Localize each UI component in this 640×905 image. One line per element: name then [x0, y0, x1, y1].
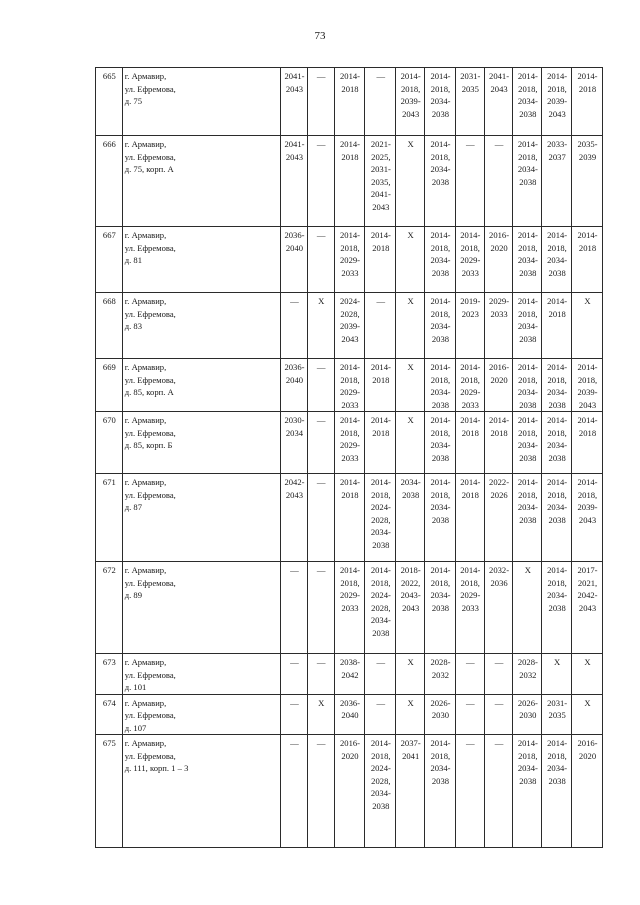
schedule-cell: Х	[396, 227, 425, 293]
schedule-cell: —	[307, 654, 334, 695]
schedule-cell: 2014- 2018	[334, 136, 365, 227]
row-number: 668	[96, 293, 123, 359]
schedule-cell: 2029- 2033	[484, 293, 513, 359]
schedule-cell: Х	[396, 694, 425, 735]
table-row	[96, 412, 603, 474]
schedule-cell: 2014- 2018	[455, 474, 484, 562]
address-cell: г. Армавир, ул. Ефремова, д. 89	[122, 562, 280, 654]
schedule-cell: —	[484, 136, 513, 227]
schedule-cell: —	[307, 136, 334, 227]
schedule-cell: —	[455, 136, 484, 227]
row-number: 665	[96, 68, 123, 136]
address-cell: г. Армавир, ул. Ефремова, д. 101	[122, 654, 280, 695]
schedule-cell: 2014- 2018	[334, 68, 365, 136]
schedule-cell: 2014- 2018, 2029- 2033	[334, 359, 365, 412]
schedule-cell: 2036- 2040	[334, 694, 365, 735]
table-row	[96, 136, 603, 227]
schedule-cell: 2014- 2018, 2024- 2028, 2034- 2038	[365, 562, 396, 654]
schedule-cell: 2036- 2040	[281, 359, 308, 412]
row-number: 670	[96, 412, 123, 474]
register-table	[95, 67, 603, 848]
schedule-cell: —	[307, 562, 334, 654]
schedule-cell: Х	[396, 412, 425, 474]
schedule-cell: 2014- 2018, 2034- 2038	[542, 474, 572, 562]
schedule-cell: 2014- 2018, 2029- 2033	[455, 227, 484, 293]
schedule-cell: 2014- 2018, 2034- 2038	[513, 359, 542, 412]
schedule-cell: 2041- 2043	[281, 68, 308, 136]
row-number: 666	[96, 136, 123, 227]
schedule-cell: 2014- 2018, 2034- 2038	[425, 293, 456, 359]
row-number: 672	[96, 562, 123, 654]
schedule-cell: Х	[572, 293, 603, 359]
schedule-cell: —	[365, 68, 396, 136]
schedule-cell: 2018- 2022, 2043- 2043	[396, 562, 425, 654]
schedule-cell: —	[307, 227, 334, 293]
schedule-cell: 2014- 2018, 2029- 2033	[334, 562, 365, 654]
table-row	[96, 68, 603, 136]
schedule-cell: 2041- 2043	[484, 68, 513, 136]
schedule-cell: 2014- 2018, 2039- 2043	[572, 474, 603, 562]
address-cell: г. Армавир, ул. Ефремова, д. 107	[122, 694, 280, 735]
schedule-cell: Х	[396, 359, 425, 412]
schedule-cell: 2014- 2018, 2034- 2038	[513, 474, 542, 562]
schedule-cell: Х	[542, 654, 572, 695]
schedule-cell: 2014- 2018, 2034- 2038	[425, 227, 456, 293]
address-cell: г. Армавир, ул. Ефремова, д. 83	[122, 293, 280, 359]
schedule-cell: 2019- 2023	[455, 293, 484, 359]
schedule-cell: 2028- 2032	[425, 654, 456, 695]
schedule-cell: 2014- 2018, 2034- 2038	[542, 359, 572, 412]
schedule-cell: 2030- 2034	[281, 412, 308, 474]
schedule-cell: 2014- 2018, 2034- 2038	[513, 227, 542, 293]
schedule-cell: 2016- 2020	[572, 735, 603, 848]
schedule-cell: 2036- 2040	[281, 227, 308, 293]
schedule-cell: 2014- 2018	[542, 293, 572, 359]
row-number: 671	[96, 474, 123, 562]
schedule-cell: Х	[572, 694, 603, 735]
schedule-cell: 2031- 2035	[542, 694, 572, 735]
schedule-cell: —	[484, 654, 513, 695]
schedule-cell: Х	[307, 293, 334, 359]
schedule-cell: —	[281, 654, 308, 695]
schedule-cell: 2014- 2018	[365, 359, 396, 412]
schedule-cell: 2014- 2018, 2034- 2038	[425, 562, 456, 654]
schedule-cell: 2022- 2026	[484, 474, 513, 562]
schedule-cell: 2014- 2018, 2029- 2033	[334, 227, 365, 293]
schedule-cell: 2014- 2018, 2039- 2043	[572, 359, 603, 412]
schedule-cell: 2014- 2018	[572, 227, 603, 293]
row-number: 673	[96, 654, 123, 695]
schedule-cell: 2014- 2018, 2024- 2028, 2034- 2038	[365, 474, 396, 562]
schedule-cell: 2014- 2018	[365, 412, 396, 474]
schedule-cell: 2028- 2032	[513, 654, 542, 695]
schedule-cell: 2014- 2018, 2034- 2038	[513, 412, 542, 474]
table-row	[96, 654, 603, 695]
schedule-cell: 2014- 2018, 2029- 2033	[455, 359, 484, 412]
schedule-cell: 2014- 2018, 2034- 2038	[513, 735, 542, 848]
schedule-cell: 2014- 2018, 2034- 2038	[542, 227, 572, 293]
schedule-cell: 2014- 2018, 2029- 2033	[334, 412, 365, 474]
schedule-cell: —	[365, 694, 396, 735]
schedule-cell: Х	[396, 293, 425, 359]
schedule-cell: —	[484, 694, 513, 735]
schedule-cell: 2014- 2018, 2034- 2038	[542, 735, 572, 848]
row-number: 667	[96, 227, 123, 293]
schedule-cell: 2016- 2020	[484, 227, 513, 293]
schedule-cell: 2024- 2028, 2039- 2043	[334, 293, 365, 359]
schedule-cell: 2014- 2018	[572, 412, 603, 474]
schedule-cell: Х	[307, 694, 334, 735]
schedule-cell: 2014- 2018	[365, 227, 396, 293]
schedule-cell: 2014- 2018, 2024- 2028, 2034- 2038	[365, 735, 396, 848]
schedule-cell: 2038- 2042	[334, 654, 365, 695]
schedule-cell: 2026- 2030	[513, 694, 542, 735]
schedule-cell: 2014- 2018, 2034- 2038	[513, 68, 542, 136]
schedule-cell: 2014- 2018, 2034- 2038	[513, 136, 542, 227]
table-row	[96, 474, 603, 562]
schedule-cell: —	[484, 735, 513, 848]
schedule-cell: 2014- 2018, 2034- 2038	[542, 562, 572, 654]
schedule-cell: 2014- 2018, 2034- 2038	[425, 474, 456, 562]
schedule-cell: 2014- 2018, 2034- 2038	[425, 412, 456, 474]
schedule-cell: —	[281, 293, 308, 359]
schedule-cell: 2026- 2030	[425, 694, 456, 735]
schedule-cell: —	[455, 654, 484, 695]
schedule-cell: Х	[396, 136, 425, 227]
schedule-cell: 2041- 2043	[281, 136, 308, 227]
schedule-cell: 2037- 2041	[396, 735, 425, 848]
schedule-cell: 2033- 2037	[542, 136, 572, 227]
table-row	[96, 227, 603, 293]
schedule-cell: 2031- 2035	[455, 68, 484, 136]
schedule-cell: 2014- 2018	[484, 412, 513, 474]
schedule-cell: 2014- 2018	[572, 68, 603, 136]
row-number: 669	[96, 359, 123, 412]
schedule-cell: 2042- 2043	[281, 474, 308, 562]
address-cell: г. Армавир, ул. Ефремова, д. 75, корп. А	[122, 136, 280, 227]
schedule-cell: 2014- 2018, 2034- 2038	[425, 735, 456, 848]
schedule-cell: Х	[572, 654, 603, 695]
address-cell: г. Армавир, ул. Ефремова, д. 75	[122, 68, 280, 136]
schedule-cell: 2014- 2018, 2039- 2043	[396, 68, 425, 136]
schedule-cell: 2014- 2018, 2029- 2033	[455, 562, 484, 654]
address-cell: г. Армавир, ул. Ефремова, д. 87	[122, 474, 280, 562]
table-row	[96, 694, 603, 735]
schedule-cell: —	[365, 293, 396, 359]
schedule-cell: —	[307, 412, 334, 474]
schedule-cell: 2014- 2018, 2034- 2038	[513, 293, 542, 359]
schedule-cell: —	[307, 68, 334, 136]
schedule-cell: 2014- 2018, 2034- 2038	[425, 136, 456, 227]
schedule-cell: —	[281, 694, 308, 735]
table-row	[96, 562, 603, 654]
schedule-cell: 2017- 2021, 2042- 2043	[572, 562, 603, 654]
row-number: 674	[96, 694, 123, 735]
schedule-cell: 2014- 2018	[455, 412, 484, 474]
schedule-cell: —	[455, 735, 484, 848]
schedule-cell: 2014- 2018, 2034- 2038	[425, 359, 456, 412]
schedule-cell: 2016- 2020	[334, 735, 365, 848]
row-number: 675	[96, 735, 123, 848]
schedule-cell: —	[281, 735, 308, 848]
table-row	[96, 359, 603, 412]
schedule-cell: —	[365, 654, 396, 695]
schedule-cell: 2034- 2038	[396, 474, 425, 562]
address-cell: г. Армавир, ул. Ефремова, д. 85, корп. Б	[122, 412, 280, 474]
schedule-cell: 2014- 2018	[334, 474, 365, 562]
schedule-cell: —	[281, 562, 308, 654]
address-cell: г. Армавир, ул. Ефремова, д. 111, корп. 1 – 3	[122, 735, 280, 848]
schedule-cell: 2032- 2036	[484, 562, 513, 654]
schedule-cell: 2035- 2039	[572, 136, 603, 227]
schedule-cell: —	[307, 735, 334, 848]
schedule-cell: 2014- 2018, 2039- 2043	[542, 68, 572, 136]
schedule-cell: Х	[396, 654, 425, 695]
schedule-cell: 2016- 2020	[484, 359, 513, 412]
table-row	[96, 293, 603, 359]
schedule-cell: —	[307, 359, 334, 412]
schedule-cell: Х	[513, 562, 542, 654]
schedule-cell: —	[307, 474, 334, 562]
schedule-cell: 2021- 2025, 2031- 2035, 2041- 2043	[365, 136, 396, 227]
page-number: 73	[314, 30, 326, 42]
address-cell: г. Армавир, ул. Ефремова, д. 81	[122, 227, 280, 293]
schedule-cell: 2014- 2018, 2034- 2038	[542, 412, 572, 474]
address-cell: г. Армавир, ул. Ефремова, д. 85, корп. А	[122, 359, 280, 412]
table-row	[96, 735, 603, 848]
schedule-cell: —	[455, 694, 484, 735]
schedule-cell: 2014- 2018, 2034- 2038	[425, 68, 456, 136]
